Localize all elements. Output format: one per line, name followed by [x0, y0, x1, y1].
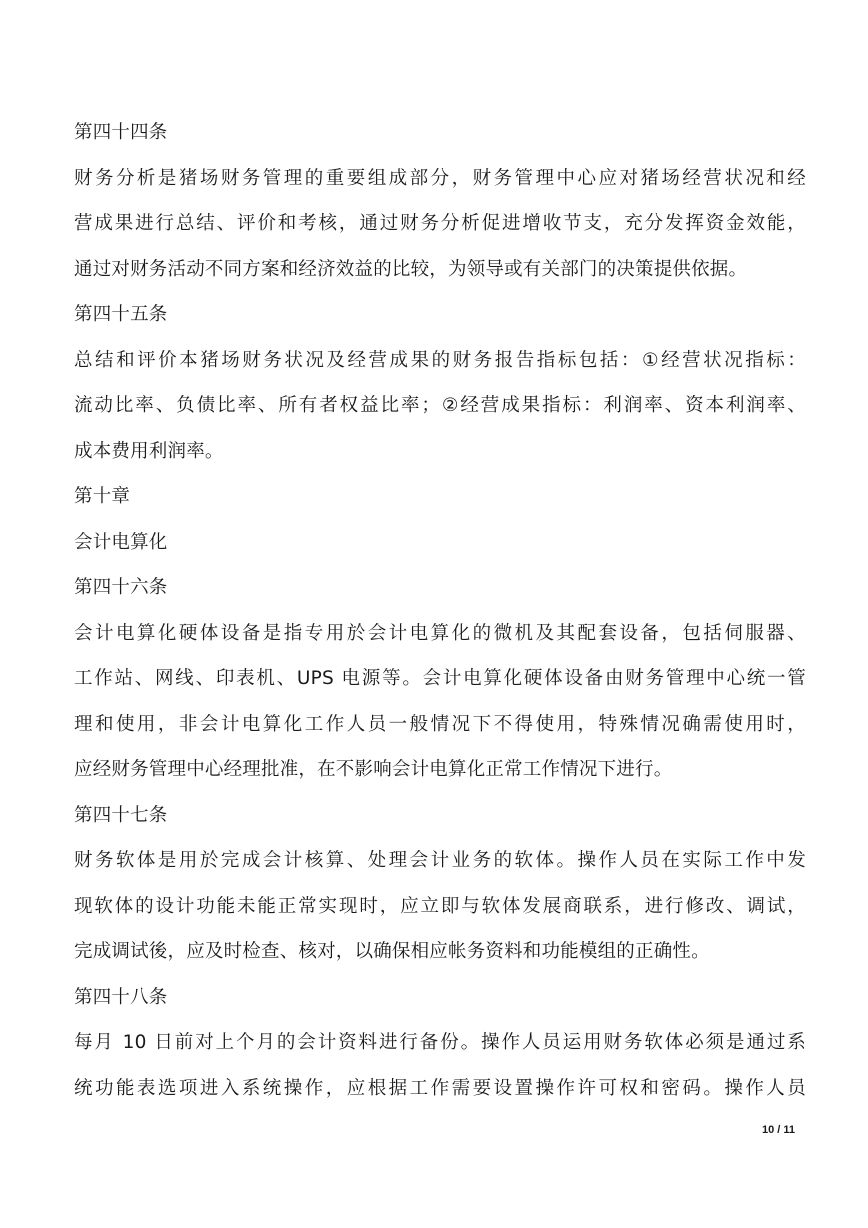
chapter-title: 会计电算化: [74, 531, 168, 553]
article-heading-47: 第四十七条: [74, 804, 168, 826]
page-number: 10 / 11: [761, 1124, 795, 1136]
paragraph-line: 理和使用，非会计电算化工作人员一般情况下不得使用，特殊情况确需使用时，: [74, 713, 806, 735]
paragraph-line: 通过对财务活动不同方案和经济效益的比较，为领导或有关部门的决策提供依据。: [74, 258, 748, 280]
article-heading-44: 第四十四条: [74, 122, 168, 143]
article-heading-46: 第四十六条: [74, 577, 168, 598]
paragraph-line: 成本费用利润率。: [74, 440, 224, 462]
paragraph-line: 财务分析是猪场财务管理的重要组成部分，财务管理中心应对猪场经营状况和经: [74, 167, 806, 189]
paragraph-line: 统功能表选项进入系统操作，应根据工作需要设置操作许可权和密码。操作人员: [74, 1077, 806, 1099]
document-body: [74, 110, 814, 1111]
paragraph-line: 流动比率、负债比率、所有者权益比率；②经营成果指标：利润率、资本利润率、: [74, 395, 806, 416]
chapter-heading: 第十章: [74, 486, 131, 507]
paragraph-line: 工作站、网线、印表机、UPS 电源等。会计电算化硬体设备由财务管理中心统一管: [74, 668, 806, 689]
paragraph-line: 每月 10 日前对上个月的会计资料进行备份。操作人员运用财务软体必须是通过系: [74, 1032, 806, 1053]
paragraph-line: 完成调试後，应及时检查、核对，以确保相应帐务资料和功能模组的正确性。: [74, 941, 710, 962]
paragraph-line: 总结和评价本猪场财务状况及经营成果的财务报告指标包括：①经营状况指标：: [74, 349, 806, 371]
article-heading-48: 第四十八条: [74, 986, 168, 1008]
paragraph-line: 财务软体是用於完成会计核算、处理会计业务的软体。操作人员在实际工作中发: [74, 850, 806, 871]
article-heading-45: 第四十五条: [74, 304, 168, 325]
paragraph-line: 营成果进行总结、评价和考核，通过财务分析促进增收节支，充分发挥资金效能，: [74, 213, 806, 234]
paragraph-line: 现软体的设计功能未能正常实现时，应立即与软体发展商联系，进行修改、调试，: [74, 895, 806, 917]
paragraph-line: 会计电算化硬体设备是指专用於会计电算化的微机及其配套设备，包括伺服器、: [74, 622, 806, 644]
paragraph-line: 应经财务管理中心经理批准，在不影响会计电算化正常工作情况下进行。: [74, 759, 673, 780]
